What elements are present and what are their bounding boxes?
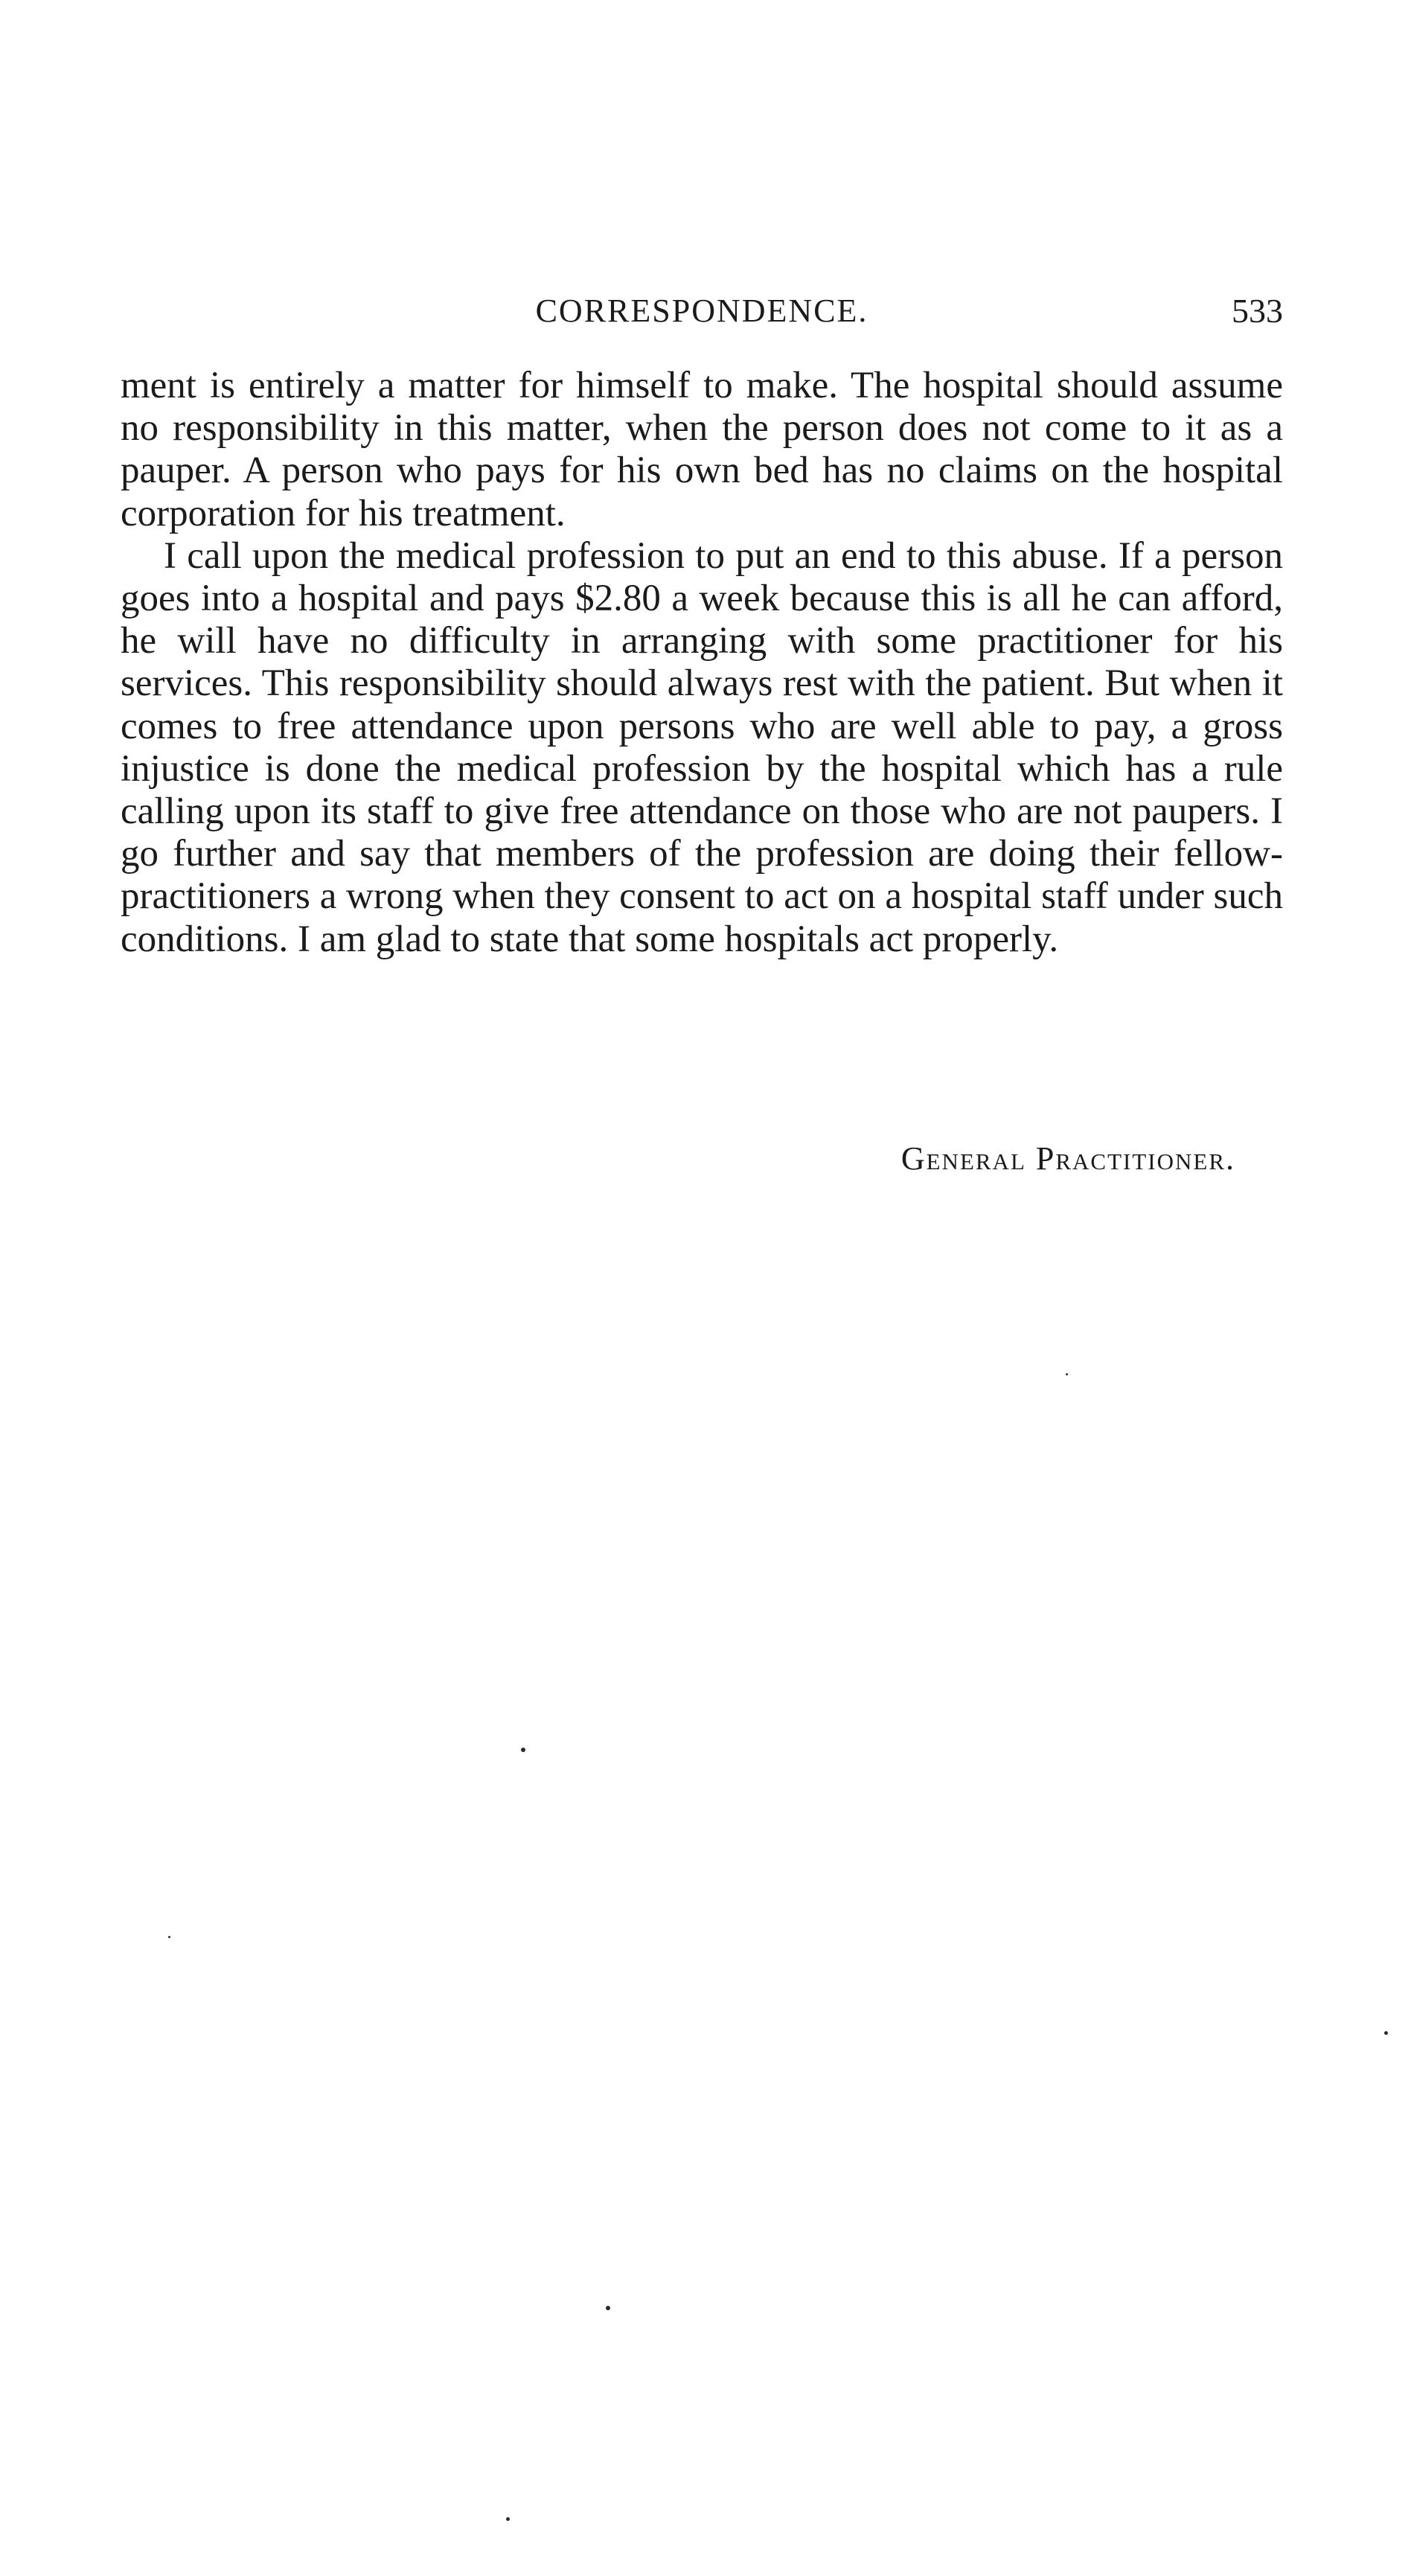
letter-body <box>121 365 1283 961</box>
paragraph-call-to-profession: I call upon the medical profession to put an end to this abuse. If a person goes into a hospital and pays $2.80 a week because this is all he can afford, he will have no difficulty in arranging with some practitioner for his services. This responsibility should always rest with the patient. But when it comes to free attendance upon persons who are well able to pay, a gross injustice is done the medical profession by the hospital which has a rule calling upon its staff to give free attendance on those who are not paupers. I go further and say that members of the profession are doing their fellow-practitioners a wrong when they consent to act on a hospital staff under such conditions. I am glad to state that some hospitals act properly. <box>121 534 1283 960</box>
paragraph-continued: ment is entirely a matter for himself to make. The hospital should assume no responsibility in this matter, when the person does not come to it as a pauper. A person who pays for his own bed has no claims on the hospital corporation for his treatment. <box>121 365 1283 534</box>
running-title: CORRESPONDENCE. <box>535 293 868 329</box>
page-number: 533 <box>1232 292 1283 330</box>
print-speck <box>521 1748 525 1752</box>
print-speck <box>1066 1373 1068 1375</box>
print-speck <box>1384 2031 1388 2035</box>
print-speck <box>506 2517 510 2521</box>
print-speck <box>168 1936 170 1938</box>
letter-signature: General Practitioner. <box>900 1140 1235 1177</box>
print-speck <box>606 2306 610 2310</box>
running-head <box>121 281 1283 341</box>
